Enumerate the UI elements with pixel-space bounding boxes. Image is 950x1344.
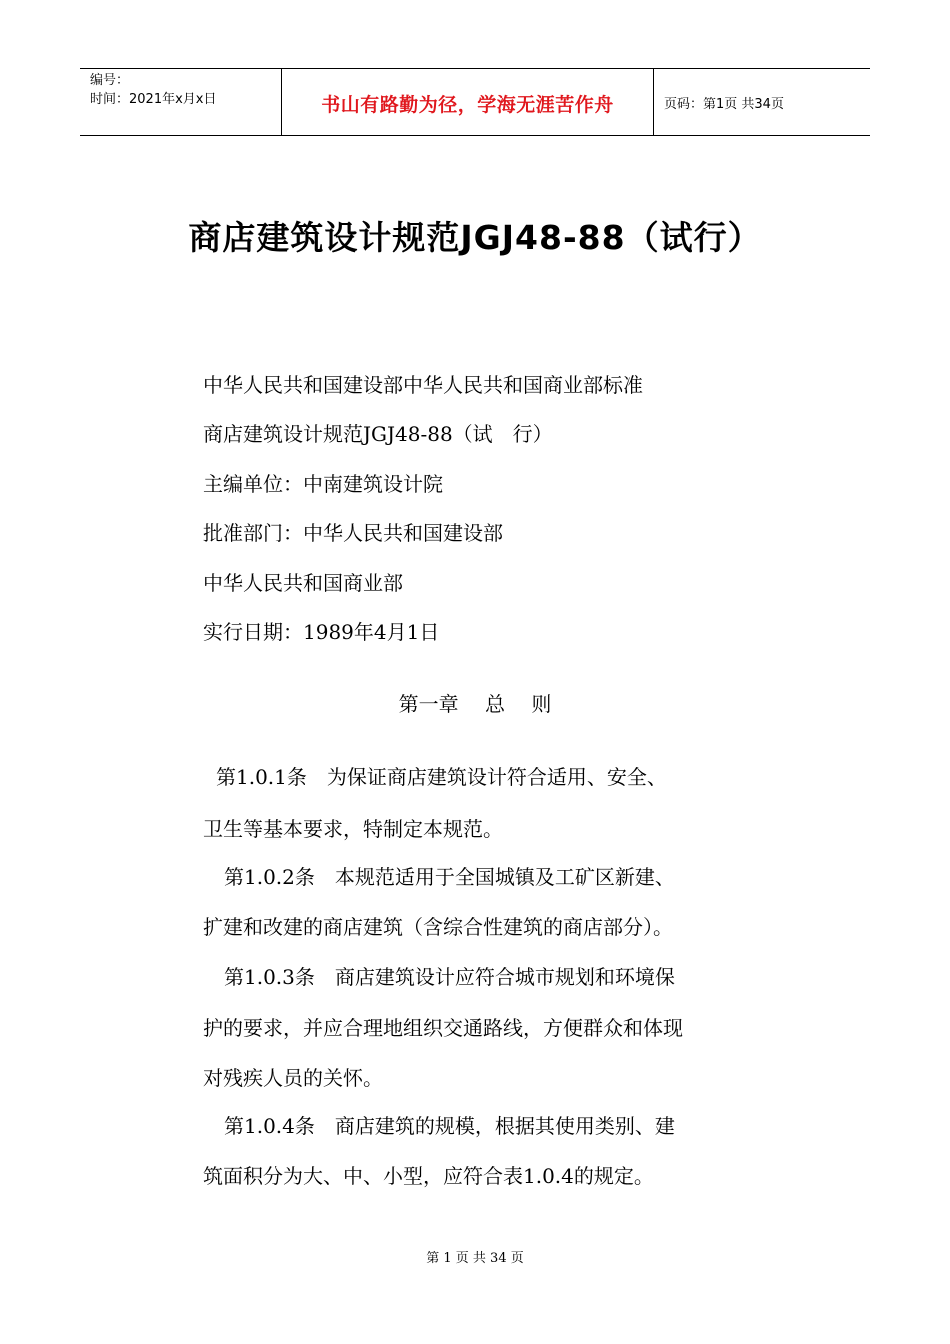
header-page-code: 页码：第1页 共34页	[664, 96, 784, 112]
article-1-line-2: 卫生等基本要求，特制定本规范。	[203, 817, 503, 841]
page-footer: 第 1 页 共 34 页	[426, 1251, 524, 1266]
article-2-line-2: 扩建和改建的商店建筑（含综合性建筑的商店部分）。	[203, 915, 673, 939]
document-time-label: 时间：2021年x月x日	[90, 92, 217, 107]
header-motto-cell	[282, 69, 654, 135]
document-number-label: 编号：	[90, 73, 130, 88]
meta-line-standard: 商店建筑设计规范JGJ48-88（试 行）	[203, 422, 553, 446]
article-2-line-1: 第1.0.2条 本规范适用于全国城镇及工矿区新建、	[224, 865, 675, 889]
article-3-line-3: 对残疾人员的关怀。	[203, 1066, 383, 1090]
page-header	[80, 68, 870, 136]
article-1-line-1: 第1.0.1条 为保证商店建筑设计符合适用、安全、	[216, 765, 667, 789]
article-4-line-1: 第1.0.4条 商店建筑的规模，根据其使用类别、建	[224, 1114, 675, 1138]
article-3-line-2: 护的要求，并应合理地组织交通路线，方便群众和体现	[203, 1016, 683, 1040]
meta-line-ministry: 中华人民共和国商业部	[203, 571, 403, 595]
header-info-cell	[80, 69, 282, 135]
article-3-line-1: 第1.0.3条 商店建筑设计应符合城市规划和环境保	[224, 965, 675, 989]
chapter-heading: 第一章 总 则	[398, 692, 552, 716]
article-4-line-2: 筑面积分为大、中、小型，应符合表1.0.4的规定。	[203, 1164, 654, 1188]
header-motto: 书山有路勤为径，学海无涯苦作舟	[321, 93, 614, 116]
meta-line-editor: 主编单位：中南建筑设计院	[203, 472, 443, 496]
document-title: 商店建筑设计规范JGJ48-88（试行）	[188, 218, 762, 257]
meta-line-effective-date: 实行日期：1989年4月1日	[203, 620, 440, 644]
meta-line-issuer: 中华人民共和国建设部中华人民共和国商业部标准	[203, 373, 643, 397]
meta-line-approval: 批准部门：中华人民共和国建设部	[203, 521, 503, 545]
